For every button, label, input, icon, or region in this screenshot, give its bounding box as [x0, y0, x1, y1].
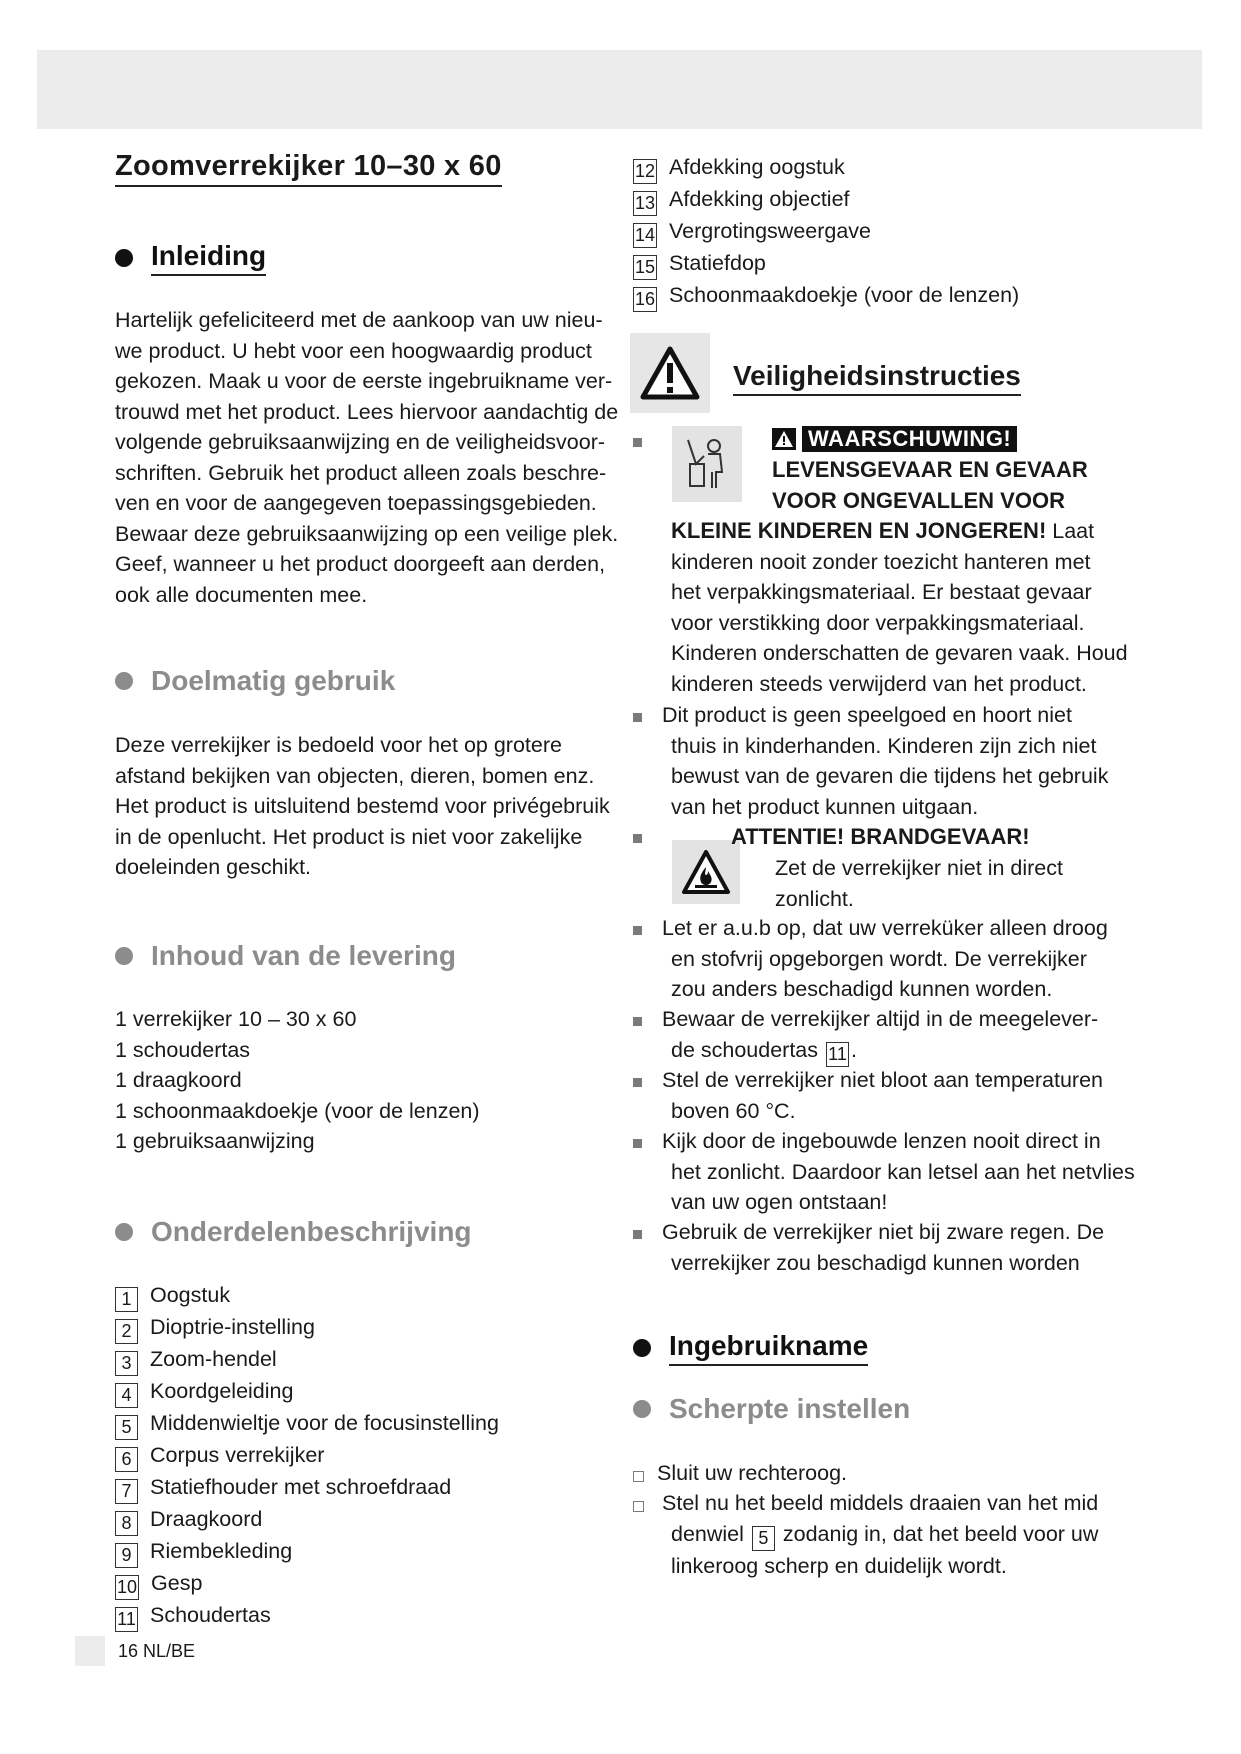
part-item: 3 Zoom-hendel — [115, 1344, 499, 1376]
part-item: 1 Oogstuk — [115, 1280, 499, 1312]
child-hazard-icon — [672, 426, 742, 502]
intro-line: schriften. Gebruik het product alleen zoals beschre- — [115, 460, 607, 485]
intro-line: ook alle documenten mee. — [115, 582, 368, 607]
part-item: 13 Afdekking objectief — [633, 184, 1019, 216]
purpose-line: Deze verrekijker is bedoeld voor het op grotere — [115, 733, 562, 757]
part-item: 7 Statiefhouder met schroefdraad — [115, 1472, 499, 1504]
rain-text: Gebruik de verrekijker niet bij zware regen. De verrekijker zou beschadigd kunnen worden — [662, 1220, 1105, 1275]
step-2: Stel nu het beeld middels draaien van het mid denwiel 5 zodanig in, dat het beeld voor uw linkeroog scherp en duidelijk wordt. — [662, 1491, 1099, 1578]
bullet-icon — [633, 438, 642, 447]
intro-line: gekozen. Maak u voor de eerste ingebruikname ver- — [115, 369, 613, 393]
part-number: 3 — [115, 1351, 138, 1376]
part-number: 14 — [633, 223, 657, 248]
bullet-icon — [633, 1078, 642, 1087]
purpose-line: afstand bekijken van objecten, dieren, bomen enz. — [115, 763, 595, 788]
bullet-icon — [633, 1017, 642, 1026]
intro-line: volgende gebruiksaanwijzing en de veiligheidsvoor- — [115, 430, 606, 454]
part-item: 4 Koordgeleiding — [115, 1376, 499, 1408]
part-item: 12 Afdekking oogstuk — [633, 152, 1019, 184]
document-title: Zoomverrekijker 10–30 x 60 — [115, 150, 502, 187]
purpose-line: doeleinden geschikt. — [115, 855, 312, 879]
part-reference: 11 — [826, 1042, 849, 1067]
part-item: 16 Schoonmaakdoekje (voor de lenzen) — [633, 280, 1019, 312]
list-item: 1 schoonmaakdoekje (voor de lenzen) — [115, 1098, 480, 1123]
part-item: 2 Dioptrie-instelling — [115, 1312, 499, 1344]
focus-subheading: Scherpte instellen — [633, 1393, 910, 1425]
part-item: 6 Corpus verrekijker — [115, 1440, 499, 1472]
heading-bullet-icon — [115, 249, 133, 267]
safety-warning-icon — [630, 333, 710, 413]
warning-title: LEVENSGEVAAR EN GEVAAR VOOR ONGEVALLEN VOOR — [772, 457, 1088, 513]
intro-line: we product. U hebt voor een hoogwaardig product — [115, 338, 592, 363]
bullet-icon — [633, 1139, 642, 1148]
warning-badge — [772, 426, 1017, 452]
step-checkbox-icon — [633, 1471, 644, 1482]
part-item: 10 Gesp — [115, 1568, 499, 1600]
purpose-heading: Doelmatig gebruik — [115, 665, 395, 697]
heading-bullet-icon — [633, 1400, 651, 1418]
list-item: 1 verrekijker 10 – 30 x 60 — [115, 1007, 357, 1031]
warning-triangle-icon — [772, 428, 796, 450]
part-item: 14 Vergrotingsweergave — [633, 216, 1019, 248]
store-text: Bewaar de verrekijker altijd in de meegelever- de schoudertas 11 . — [662, 1004, 1098, 1067]
bullet-icon — [633, 1230, 642, 1239]
part-number: 11 — [115, 1607, 138, 1632]
page-number: 16 NL/BE — [118, 1641, 196, 1661]
bullet-icon — [633, 926, 642, 935]
purpose-line: in de openlucht. Het product is niet voor zakelijke — [115, 824, 583, 849]
purpose-paragraph — [115, 730, 610, 883]
intro-line: ven en voor de aangegeven toepassingsgebieden. — [115, 491, 597, 515]
part-number: 2 — [115, 1319, 138, 1344]
list-item: 1 gebruiksaanwijzing — [115, 1129, 315, 1153]
intro-paragraph — [115, 305, 618, 610]
heading-bullet-icon — [115, 947, 133, 965]
part-number: 8 — [115, 1511, 138, 1536]
warning-text: KLEINE KINDEREN EN JONGEREN! Laat kinderen nooit zonder toezicht hanteren met het verpakkingsmateriaal. Er bestaat gevaar voor verstikking door verpakkingsmateriaal. Kinderen onderschatten de gevaren vaak. Houd kinderen steeds verwijderd van het product. — [671, 518, 1128, 696]
part-item: 9 Riembekleding — [115, 1536, 499, 1568]
part-number: 7 — [115, 1479, 138, 1504]
part-number: 13 — [633, 191, 657, 216]
delivery-list — [115, 1004, 480, 1157]
part-item: 15 Statiefdop — [633, 248, 1019, 280]
intro-line: Geef, wanneer u het product doorgeeft aan derden, — [115, 552, 606, 576]
startup-heading: Ingebruikname — [633, 1330, 868, 1366]
warning-label: WAARSCHUWING! — [802, 426, 1017, 452]
bullet-icon — [633, 834, 642, 843]
part-reference: 5 — [752, 1526, 775, 1551]
safety-heading: Veiligheidsinstructies — [733, 360, 1021, 396]
dry-text: Let er a.u.b op, dat uw verreküker alleen droog en stofvrij opgeborgen wordt. De verrekijker zou anders beschadigd kunnen worden. — [662, 916, 1108, 1001]
intro-line: Hartelijk gefeliciteerd met de aankoop van uw nieu- — [115, 308, 603, 332]
footer-marker — [75, 1636, 105, 1666]
part-number: 1 — [115, 1287, 138, 1312]
temperature-text: Stel de verrekijker niet bloot aan temperaturen boven 60 °C. — [662, 1068, 1103, 1123]
part-number: 6 — [115, 1447, 138, 1472]
part-number: 10 — [115, 1575, 139, 1600]
part-item: 11 Schoudertas — [115, 1600, 499, 1632]
intro-heading: Inleiding — [115, 240, 266, 276]
part-item: 8 Draagkoord — [115, 1504, 499, 1536]
parts-list-left — [115, 1280, 499, 1632]
heading-bullet-icon — [115, 1223, 133, 1241]
parts-list-right — [633, 152, 1019, 312]
purpose-line: Het product is uitsluitend bestemd voor privégebruik — [115, 794, 610, 818]
part-number: 4 — [115, 1383, 138, 1408]
fire-text: Zet de verrekijker niet in direct zonlicht. — [775, 856, 1063, 911]
step-1: Sluit uw rechteroog. — [657, 1461, 848, 1485]
intro-line: Bewaar deze gebruiksaanwijzing op een veilige plek. — [115, 521, 619, 546]
bullet-icon — [633, 713, 642, 722]
part-number: 5 — [115, 1415, 138, 1440]
step-checkbox-icon — [633, 1501, 644, 1512]
header-band — [37, 50, 1202, 129]
sunlight-text: Kijk door de ingebouwde lenzen nooit direct in het zonlicht. Daardoor kan letsel aan het netvlies van uw ogen ontstaan! — [662, 1129, 1135, 1214]
part-number: 12 — [633, 159, 657, 184]
delivery-heading: Inhoud van de levering — [115, 940, 456, 972]
toy-text: Dit product is geen speelgoed en hoort niet thuis in kinderhanden. Kinderen zijn zich niet bewust van de gevaren die tijdens het gebruik van het product kunnen uitgaan. — [662, 703, 1109, 819]
list-item: 1 schoudertas — [115, 1037, 251, 1062]
fire-title: ATTENTIE! BRANDGEVAAR! — [731, 824, 1030, 849]
fire-hazard-icon — [672, 840, 740, 904]
intro-line: trouwd met het product. Lees hiervoor aandachtig de — [115, 399, 619, 424]
part-item: 5 Middenwieltje voor de focusinstelling — [115, 1408, 499, 1440]
heading-bullet-icon — [633, 1339, 651, 1357]
heading-bullet-icon — [115, 672, 133, 690]
part-number: 16 — [633, 287, 657, 312]
part-number: 15 — [633, 255, 657, 280]
list-item: 1 draagkoord — [115, 1068, 242, 1092]
part-number: 9 — [115, 1543, 138, 1568]
parts-heading: Onderdelenbeschrijving — [115, 1216, 472, 1248]
